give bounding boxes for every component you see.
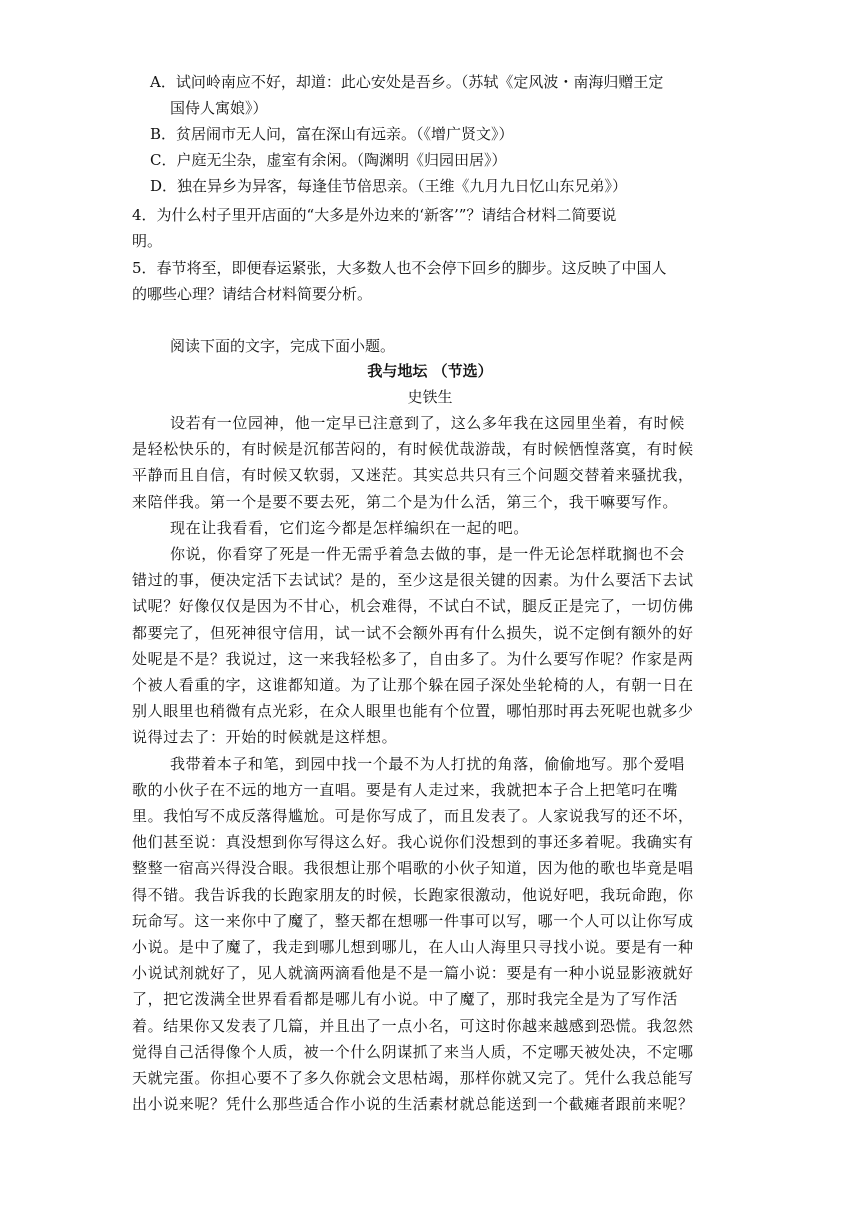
article-author: 史铁生 xyxy=(407,388,453,406)
article-line: 里。我怕写不成反落得尴尬。可是你写成了，而且发表了。人家说我写的还不坏， xyxy=(132,807,694,825)
article-line: 都要完了，但死神很守信用，试一试不会额外再有什么损失，说不定倒有额外的好 xyxy=(132,624,694,642)
question-5: 5．春节将至，即便春运紧张，大多数人也不会停下回乡的脚步。这反映了中国人 xyxy=(132,259,667,277)
option-b: B．贫居闹市无人问，富在深山有远亲。（《增广贤文》） xyxy=(150,125,514,143)
article-line: 歌的小伙子在不远的地方一直唱。要是有人走过来，我就把本子合上把笔叼在嘴 xyxy=(132,781,679,799)
article-line: 整整一宿高兴得没合眼。我很想让那个唱歌的小伙子知道，因为他的歌也毕竟是唱 xyxy=(132,859,694,877)
article-line: 现在让我看看，它们迄今都是怎样编织在一起的吧。 xyxy=(170,519,529,537)
option-c: C．户庭无尘杂，虚室有余闲。（陶渊明《归园田居》） xyxy=(150,151,507,169)
article-line: 错过的事，便决定活下去试试？是的，至少这是很关键的因素。为什么要活下去试 xyxy=(132,571,694,589)
article-line: 来陪伴我。第一个是要不要去死，第二个是为什么活，第三个，我干嘛要写作。 xyxy=(132,493,679,511)
article-line: 是轻松快乐的，有时候是沉郁苦闷的，有时候优哉游哉，有时候恓惶落寞，有时候 xyxy=(132,440,694,458)
article-line: 得不错。我告诉我的长跑家朋友的时候，长跑家很激动，他说好吧，我玩命跑，你 xyxy=(132,886,694,904)
article-line: 玩命写。这一来你中了魔了，整天都在想哪一件事可以写，哪一个人可以让你写成 xyxy=(132,912,694,930)
article-line: 设若有一位园神，他一定早已注意到了，这么多年我在这园里坐着，有时候 xyxy=(170,414,685,432)
article-line: 你说，你看穿了死是一件无需乎着急去做的事，是一件无论怎样耽搁也不会 xyxy=(170,545,685,563)
article-line: 天就完蛋。你担心要不了多久你就会文思枯竭，那样你就又完了。凭什么我总能写 xyxy=(132,1069,694,1087)
article-line: 他们甚至说：真没想到你写得这么好。我心说你们没想到的事还多着呢。我确实有 xyxy=(132,833,694,851)
article-line: 试呢？好像仅仅是因为不甘心，机会难得，不试白不试，腿反正是完了，一切仿佛 xyxy=(132,597,694,615)
article-line: 着。结果你又发表了几篇，并且出了一点小名，可这时你越来越感到恐慌。我忽然 xyxy=(132,1017,694,1035)
reading-instruction: 阅读下面的文字，完成下面小题。 xyxy=(170,337,396,355)
article-line: 别人眼里也稍微有点光彩，在众人眼里也能有个位置，哪怕那时再去死呢也就多少 xyxy=(132,702,694,720)
article-line: 个被人看重的字，这谁都知道。为了让那个躲在园子深处坐轮椅的人，有朝一日在 xyxy=(132,676,694,694)
article-line: 了，把它泼满全世界看看都是哪儿有小说。中了魔了，那时我完全是为了写作活 xyxy=(132,990,679,1008)
article-line: 觉得自己活得像个人质，被一个什么阴谋抓了来当人质，不定哪天被处决，不定哪 xyxy=(132,1043,694,1061)
article-line: 出小说来呢？凭什么那些适合作小说的生活素材就总能送到一个截瘫者跟前来呢？ xyxy=(132,1095,694,1113)
article-line: 平静而且自信，有时候又软弱，又迷茫。其实总共只有三个问题交替着来骚扰我， xyxy=(132,466,694,484)
article-line: 小说试剂就好了，见人就滴两滴看他是不是一篇小说：要是有一种小说显影液就好 xyxy=(132,964,694,982)
article-line: 我带着本子和笔，到园中找一个最不为人打扰的角落，偷偷地写。那个爱唱 xyxy=(170,755,685,773)
article-line: 小说。是中了魔了，我走到哪儿想到哪儿，在人山人海里只寻找小说。要是有一种 xyxy=(132,938,694,956)
article-line: 处呢是不是？我说过，这一来我轻松多了，自由多了。为什么要写作呢？作家是两 xyxy=(132,650,694,668)
question-5-continued: 的哪些心理？请结合材料简要分析。 xyxy=(132,285,373,303)
article-line: 说得过去了：开始的时候就是这样想。 xyxy=(132,728,398,746)
question-4-continued: 明。 xyxy=(132,232,163,250)
article-title: 我与地坛 （节选） xyxy=(367,362,493,380)
option-d: D．独在异乡为异客，每逢佳节倍思亲。（王维《九月九日忆山东兄弟》） xyxy=(150,177,628,195)
option-a-continued: 国侍人寓娘》） xyxy=(170,99,268,117)
option-a: A．试问岭南应不好，却道：此心安处是吾乡。（苏轼《定风波・南海归赠王定 xyxy=(150,73,664,91)
question-4: 4．为什么村子里开店面的“大多是外边来的‘新客’”？请结合材料二简要说 xyxy=(132,206,617,224)
